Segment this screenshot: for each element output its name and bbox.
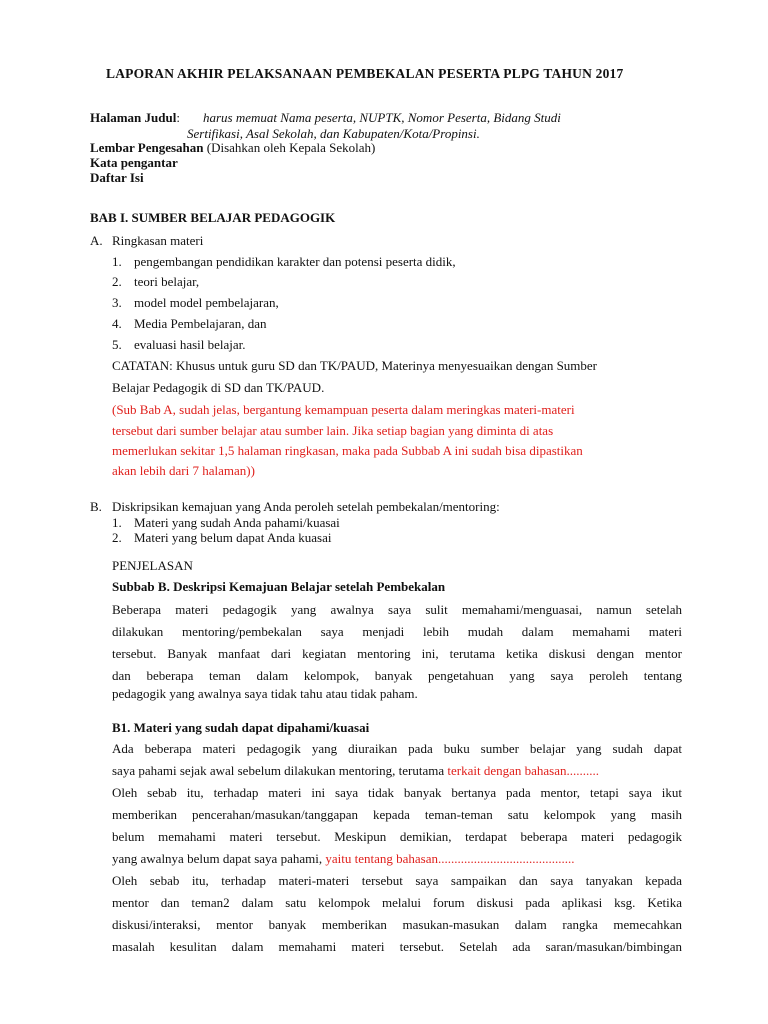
section-b-title: Diskripsikan kemajuan yang Anda peroleh setelah pembekalan/mentoring:: [112, 499, 500, 514]
halaman-judul-colon: :: [176, 110, 180, 125]
b1-red-phrase: yaitu tentang bahasan: [325, 851, 438, 866]
lembar-pengesahan-line: [90, 140, 375, 156]
lembar-pengesahan-label: Lembar Pengesahan: [90, 140, 204, 155]
red-note-line: memerlukan sekitar 1,5 halaman ringkasan, maka pada Subbab A ini sudah bisa dipastikan: [112, 443, 583, 458]
list-item-number: 1.: [112, 254, 122, 269]
b1-line: mentor dan teman2 dalam satu kelompok melalui forum diskusi pada aplikasi ksg. Ketika: [112, 895, 682, 910]
catatan-line-1: CATATAN: Khusus untuk guru SD dan TK/PAUD, Materinya menyesuaikan dengan Sumber: [112, 358, 598, 373]
subbab-para-line: tersebut. Banyak manfaat dari kegiatan mentoring ini, terutama ketika diskusi dengan mentor: [112, 646, 682, 661]
list-item-number: 3.: [112, 295, 122, 310]
subbab-para-line: dilakukan mentoring/pembekalan saya menjadi lebih mudah dalam memahami materi: [112, 624, 682, 639]
penjelasan-label: PENJELASAN: [112, 558, 193, 573]
kata-pengantar: Kata pengantar: [90, 155, 178, 170]
b1-dots: ..........................................: [437, 851, 575, 866]
list-item-number: 1.: [112, 515, 122, 530]
list-item-number: 5.: [112, 337, 122, 352]
b1-line: belum memahami materi tersebut. Meskipun demikian, terdapat beberapa materi pedagogik: [112, 829, 682, 844]
list-item: evaluasi hasil belajar.: [134, 337, 246, 352]
b1-line-text: saya pahami sejak awal sebelum dilakukan mentoring, terutama: [112, 763, 448, 778]
list-item: model model pembelajaran,: [134, 295, 279, 310]
list-item-number: 2.: [112, 274, 122, 289]
daftar-isi: Daftar Isi: [90, 170, 144, 185]
lembar-pengesahan-note: (Disahkan oleh Kepala Sekolah): [203, 140, 376, 155]
list-item: Materi yang belum dapat Anda kuasai: [134, 530, 332, 545]
section-b-marker: B.: [90, 499, 102, 514]
document-title: LAPORAN AKHIR PELAKSANAAN PEMBEKALAN PESERTA PLPG TAHUN 2017: [106, 66, 624, 81]
red-note-line: tersebut dari sumber belajar atau sumber lain. Jika setiap bagian yang diminta di atas: [112, 423, 554, 438]
b1-title: B1. Materi yang sudah dapat dipahami/kuasai: [112, 720, 370, 735]
section-a-marker: A.: [90, 233, 103, 248]
section-a-title: Ringkasan materi: [112, 233, 204, 248]
list-item-number: 4.: [112, 316, 122, 331]
b1-line: Oleh sebab itu, terhadap materi-materi tersebut saya sampaikan dan saya tanyakan kepada: [112, 873, 682, 888]
b1-line: memberikan pencerahan/masukan/tanggapan kepada teman-teman satu kelompok yang masih: [112, 807, 682, 822]
list-item: Materi yang sudah Anda pahami/kuasai: [134, 515, 340, 530]
b1-dots: ..........: [566, 763, 599, 778]
b1-red-phrase: terkait dengan bahasan: [447, 763, 567, 778]
subbab-para-line: Beberapa materi pedagogik yang awalnya saya sulit memahami/menguasai, namun setelah: [112, 602, 682, 617]
red-note-line: akan lebih dari 7 halaman)): [112, 463, 255, 478]
b1-line: masalah kesulitan dalam memahami materi tersebut. Setelah ada saran/masukan/bimbingan: [112, 939, 682, 954]
subbab-b-title: Subbab B. Deskripsi Kemajuan Belajar setelah Pembekalan: [112, 579, 446, 594]
halaman-judul-desc-1: harus memuat Nama peserta, NUPTK, Nomor Peserta, Bidang Studi: [203, 110, 561, 125]
halaman-judul-label: Halaman Judul: [90, 110, 177, 125]
subbab-para-line: pedagogik yang awalnya saya tidak tahu atau tidak paham.: [112, 686, 418, 701]
catatan-line-2: Belajar Pedagogik di SD dan TK/PAUD.: [112, 380, 325, 395]
b1-line: [112, 763, 599, 779]
b1-line-text: yang awalnya belum dapat saya pahami,: [112, 851, 326, 866]
b1-line: Ada beberapa materi pedagogik yang diuraikan pada buku sumber belajar yang sudah dapat: [112, 741, 682, 756]
b1-line: Oleh sebab itu, terhadap materi ini saya tidak banyak bertanya pada mentor, tetapi saya ikut: [112, 785, 682, 800]
subbab-para-line: dan beberapa teman dalam kelompok, banyak pengetahuan yang saya peroleh tentang: [112, 668, 682, 683]
bab-heading: BAB I. SUMBER BELAJAR PEDAGOGIK: [90, 210, 336, 225]
list-item-number: 2.: [112, 530, 122, 545]
list-item: Media Pembelajaran, dan: [134, 316, 267, 331]
halaman-judul-line: [90, 110, 180, 126]
b1-line: diskusi/interaksi, mentor banyak memberikan masukan-masukan dalam rangka memecahkan: [112, 917, 682, 932]
list-item: teori belajar,: [134, 274, 200, 289]
halaman-judul-desc-2: Sertifikasi, Asal Sekolah, dan Kabupaten/Kota/Propinsi.: [187, 126, 480, 141]
red-note-line: (Sub Bab A, sudah jelas, bergantung kemampuan peserta dalam meringkas materi-materi: [112, 402, 575, 417]
list-item: pengembangan pendidikan karakter dan potensi peserta didik,: [134, 254, 456, 269]
b1-line: [112, 851, 574, 867]
